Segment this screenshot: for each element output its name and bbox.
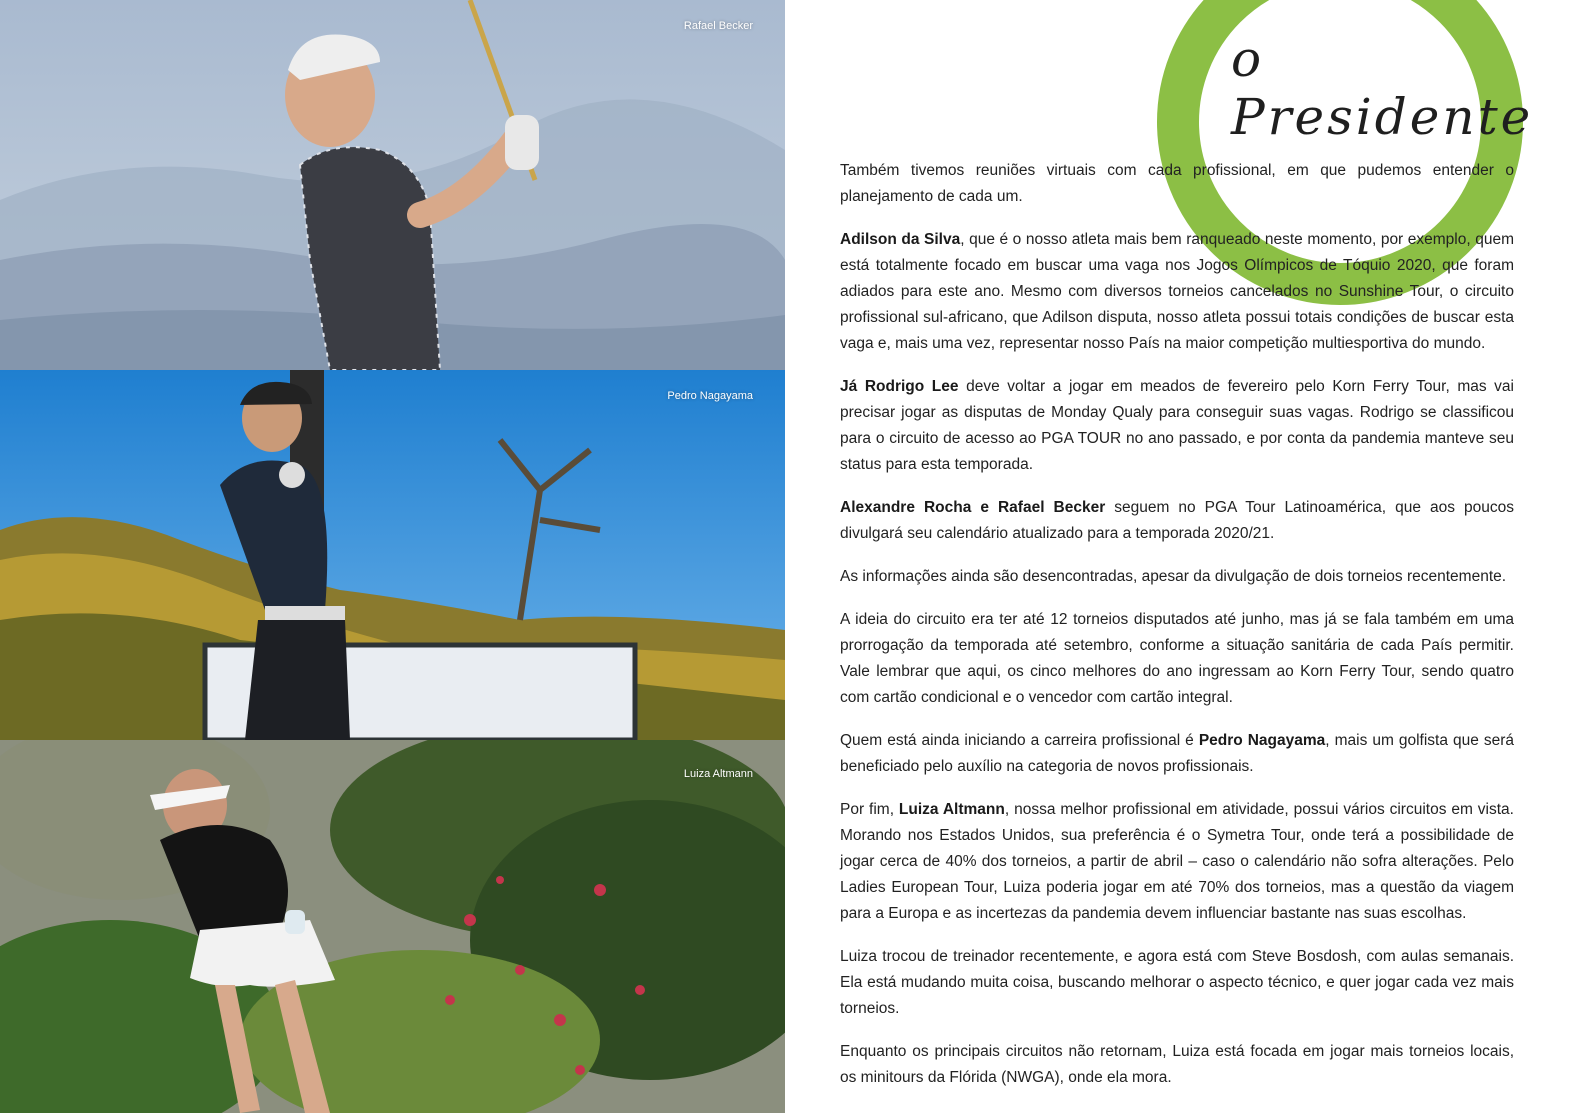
article-body (840, 158, 1514, 1108)
paragraph: Já Rodrigo Lee deve voltar a jogar em meados de fevereiro pelo Korn Ferry Tour, mas vai precisar jogar as disputas de Monday Qualy para conseguir suas vagas. Rodrigo se classificou para o circuito de acesso ao PGA TOUR no ano passado, e por conta da pandemia manteve seu status para esta temporada. (840, 378, 1514, 473)
athlete-name: Já Rodrigo Lee (840, 378, 959, 395)
photo-caption: Rafael Becker (683, 20, 753, 32)
photo-caption: Pedro Nagayama (667, 390, 753, 402)
paragraph: Adilson da Silva, que é o nosso atleta mais bem ranqueado neste momento, por exemplo, quem está totalmente focado em buscar uma vaga nos Jogos Olímpicos de Tóquio 2020, que foram adiados para este ano. Mesmo com diversos torneios cancelados no Sunshine Tour, o circuito profissional sul-africano, que Adilson disputa, nosso atleta possui totais condições de buscar esta vaga e, mais uma vez, representar nosso País na maior competição multiesportiva do mundo. (840, 231, 1514, 352)
paragraph: Alexandre Rocha e Rafael Becker seguem no PGA Tour Latinoamérica, que aos poucos divulgará seu calendário atualizado para a temporada 2020/21. (840, 499, 1514, 542)
paragraph: Quem está ainda iniciando a carreira profissional é Pedro Nagayama, mais um golfista que será beneficiado pelo auxílio na categoria de novos profissionais. (840, 732, 1514, 775)
paragraph: A ideia do circuito era ter até 12 torneios disputados até junho, mas já se fala também em uma prorrogação da temporada até setembro, conforme a situação sanitária de cada País permitir. Vale lembrar que aqui, os cinco melhores do ano ingressam ao Korn Ferry Tour, sendo quatro com cartão condicional e o vencedor com cartão integral. (840, 611, 1514, 706)
athlete-name: Alexandre Rocha e Rafael Becker (840, 499, 1106, 516)
text-page (785, 0, 1575, 1113)
photo-rafael-becker (0, 0, 785, 370)
golfer-illustration (0, 0, 785, 370)
paragraph: Luiza trocou de treinador recentemente, e agora está com Steve Bosdosh, com aulas semanais. Ela está mudando muita coisa, buscando melhorar o aspecto técnico, e quer jogar cada vez mais torneios. (840, 948, 1514, 1017)
paragraph: Também tivemos reuniões virtuais com cada profissional, em que pudemos entender o planejamento de cada um. (840, 162, 1514, 205)
photo-luiza-altmann (0, 740, 785, 1113)
paragraph: Enquanto os principais circuitos não retornam, Luiza está focada em jogar mais torneios locais, os minitours da Flórida (NWGA), onde ela mora. (840, 1043, 1514, 1086)
page-title: o Presidente (1231, 30, 1534, 146)
athlete-name: Luiza Altmann (898, 801, 1005, 818)
athlete-name: Pedro Nagayama (1198, 732, 1326, 749)
paragraph: As informações ainda são desencontradas, apesar da divulgação de dois torneios recentemente. (840, 568, 1507, 585)
photo-caption: Luiza Altmann (683, 768, 753, 780)
paragraph: Por fim, Luiza Altmann, nossa melhor profissional em atividade, possui vários circuitos em vista. Morando nos Estados Unidos, sua preferência é o Symetra Tour, onde terá a possibilidade de jogar cerca de 40% dos torneios, a partir de abril – caso o calendário não sofra alterações. Pelo Ladies European Tour, Luiza poderia jogar em até 70% dos torneios, mas a questão da viagem para a Europa e as incertezas da pandemia devem influenciar bastante nas suas escolhas. (840, 801, 1514, 922)
golfer-illustration (0, 370, 785, 740)
golfer-illustration (0, 740, 785, 1113)
photo-pedro-nagayama (0, 370, 785, 740)
photo-column (0, 0, 785, 1113)
athlete-name: Adilson da Silva (840, 231, 961, 248)
